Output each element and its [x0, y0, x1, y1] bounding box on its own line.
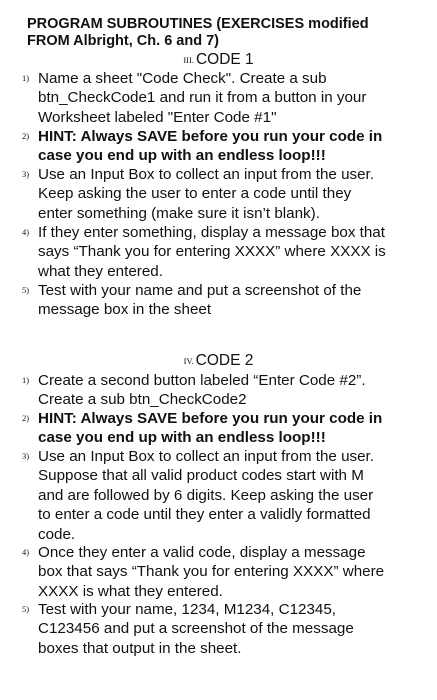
item-number: 5) [22, 285, 30, 295]
section-heading-code-2 [0, 352, 437, 370]
section-numeral: III. [183, 55, 194, 65]
item-number: 1) [22, 375, 30, 385]
item-text: Name a sheet "Code Check". Create a sub btn_CheckCode1 and run it from a button in your Worksheet labeled "Enter Code #1" [38, 70, 367, 126]
list-item [22, 127, 422, 166]
section-numeral: IV. [183, 356, 194, 366]
item-text: Use an Input Box to collect an input from the user. Suppose that all valid product codes start with M and are followed by 6 digits. Keep asking the user to enter a code until they enter a validly formatted code. [38, 448, 375, 543]
item-number: 4) [22, 547, 30, 557]
section-heading-text: CODE 1 [195, 51, 254, 68]
document-title: PROGRAM SUBROUTINES (EXERCISES modified FROM Albright, Ch. 6 and 7) [27, 16, 369, 49]
list-item [22, 447, 422, 544]
item-text: Test with your name and put a screenshot of the message box in the sheet [38, 282, 362, 319]
list-item [22, 165, 422, 223]
item-number: 1) [22, 73, 30, 83]
item-number: 5) [22, 604, 30, 614]
item-number: 2) [22, 413, 30, 423]
hint-text: HINT: Always SAVE before you run your code in case you end up with an endless loop!!! [38, 128, 383, 165]
list-item [22, 409, 422, 448]
item-text: Once they enter a valid code, display a message box that says “Thank you for entering XXXX” where XXXX is what they entered. [38, 544, 385, 600]
section-heading-code-1 [0, 51, 437, 69]
item-number: 3) [22, 451, 30, 461]
item-text: Use an Input Box to collect an input from the user. Keep asking the user to enter a code until they enter something (make sure it isn’t blank). [38, 166, 375, 222]
list-item [22, 281, 422, 320]
item-number: 3) [22, 169, 30, 179]
list-item [22, 223, 422, 281]
list-item [22, 371, 422, 410]
list-item [22, 543, 422, 601]
section-heading-text: CODE 2 [195, 352, 254, 369]
item-number: 4) [22, 227, 30, 237]
item-text: If they enter something, display a message box that says “Thank you for entering XXXX” where XXXX is what they entered. [38, 224, 386, 280]
list-item [22, 600, 422, 658]
list-item [22, 69, 422, 127]
item-text: Test with your name, 1234, M1234, C12345, C123456 and put a screenshot of the message boxes that output in the sheet. [38, 601, 354, 657]
item-number: 2) [22, 131, 30, 141]
item-text: Create a second button labeled “Enter Code #2”. Create a sub btn_CheckCode2 [38, 372, 366, 409]
hint-text: HINT: Always SAVE before you run your code in case you end up with an endless loop!!! [38, 410, 383, 447]
